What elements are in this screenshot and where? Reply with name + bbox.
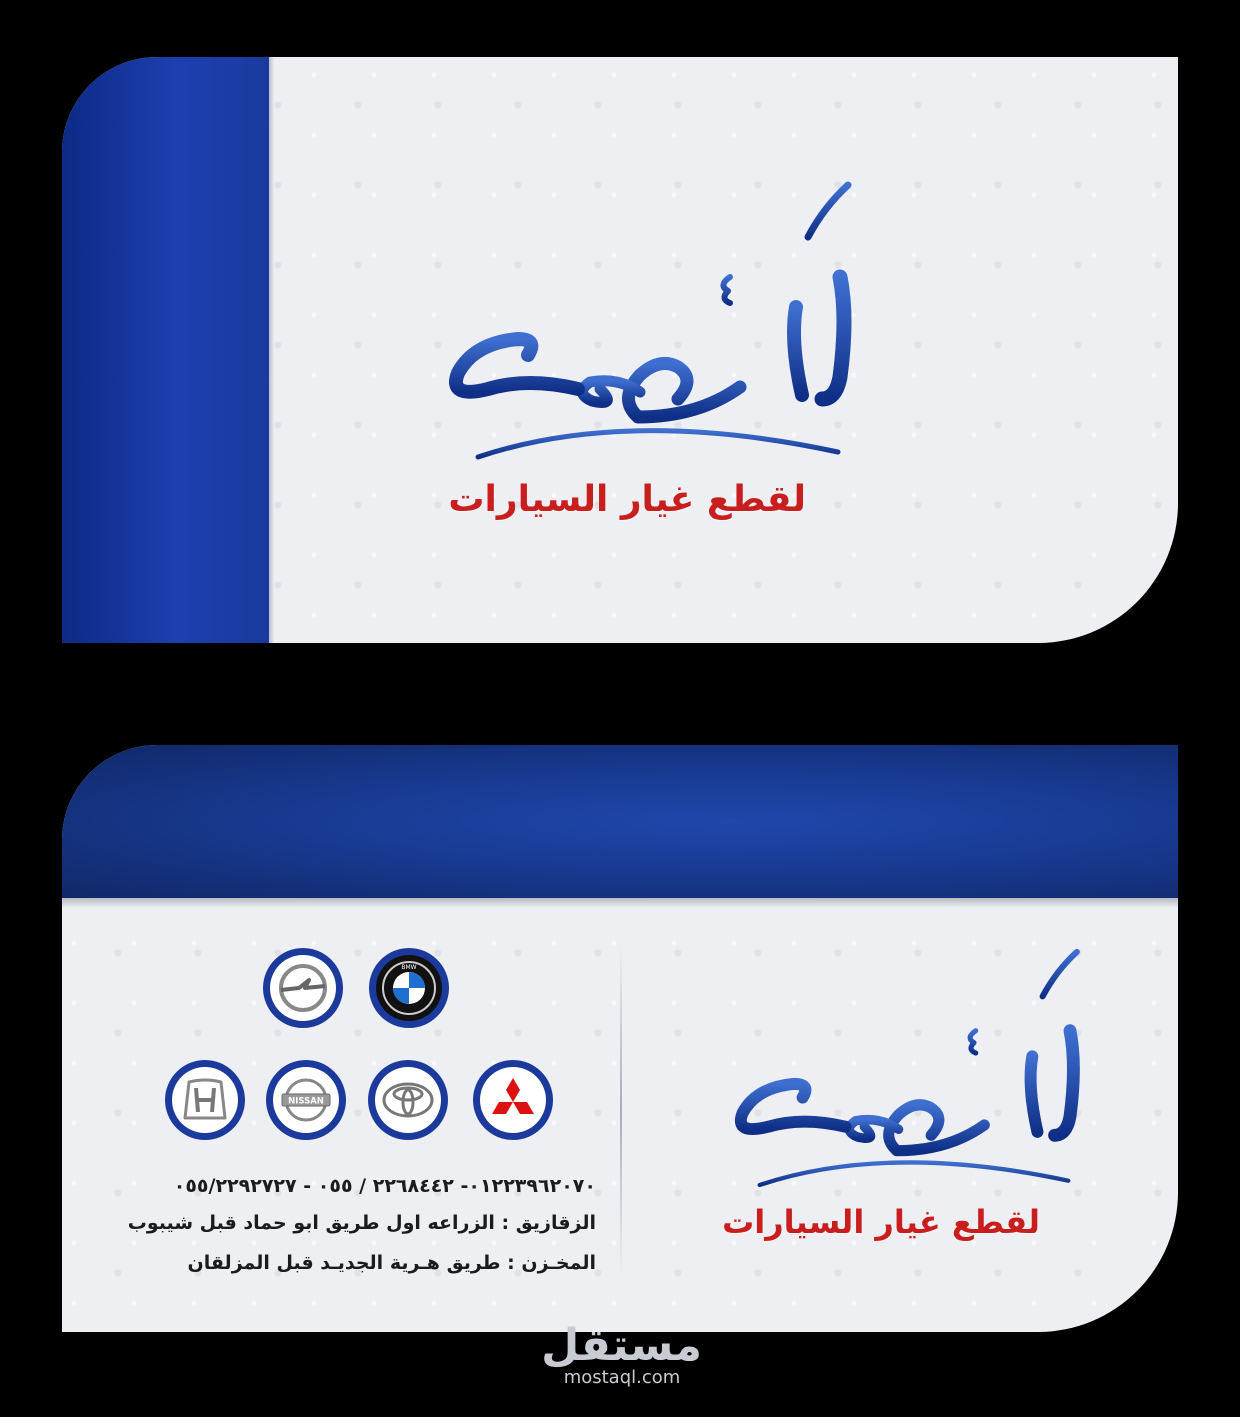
nissan-logo-icon [266,1060,346,1140]
business-card-back [62,745,1178,1332]
business-card-front [62,57,1178,643]
calligraphy-logo [674,935,1094,1195]
mitsubishi-logo-icon [473,1060,553,1140]
watermark-arabic: مستقل [541,1320,702,1371]
address-line-1: الزقازيق : الزراعه اول طريق ابو حماد قبل شيبوب [127,1212,596,1234]
nissan-label: NISSAN [288,1096,324,1107]
vertical-divider [620,945,622,1275]
bmw-logo-icon [369,948,449,1028]
back-tagline: لقطع غيار السيارات [722,1203,1040,1241]
blue-top-band [62,745,1178,898]
band-shadow [62,898,1178,908]
opel-logo-icon [263,948,343,1028]
front-tagline: لقطع غيار السيارات [448,479,806,520]
blue-side-strip [62,57,269,643]
calligraphy-logo [378,167,868,467]
address-line-2: المخـزن : طريق هـرية الجديـد قبل المزلقان [187,1252,596,1274]
mostaql-watermark [542,1322,702,1388]
honda-logo-icon [165,1060,245,1140]
toyota-logo-icon [368,1060,448,1140]
phone-numbers: ٠١٢٢٣٩٦٢٠٧٠- ٢٢٦٨٤٤٢ / ٠٥٥ - ٠٥٥/٢٢٩٢٧٢٧ [173,1175,596,1197]
bmw-label: BMW [401,964,417,971]
strip-edge [269,57,275,643]
watermark-latin: mostaql.com [563,1367,681,1388]
